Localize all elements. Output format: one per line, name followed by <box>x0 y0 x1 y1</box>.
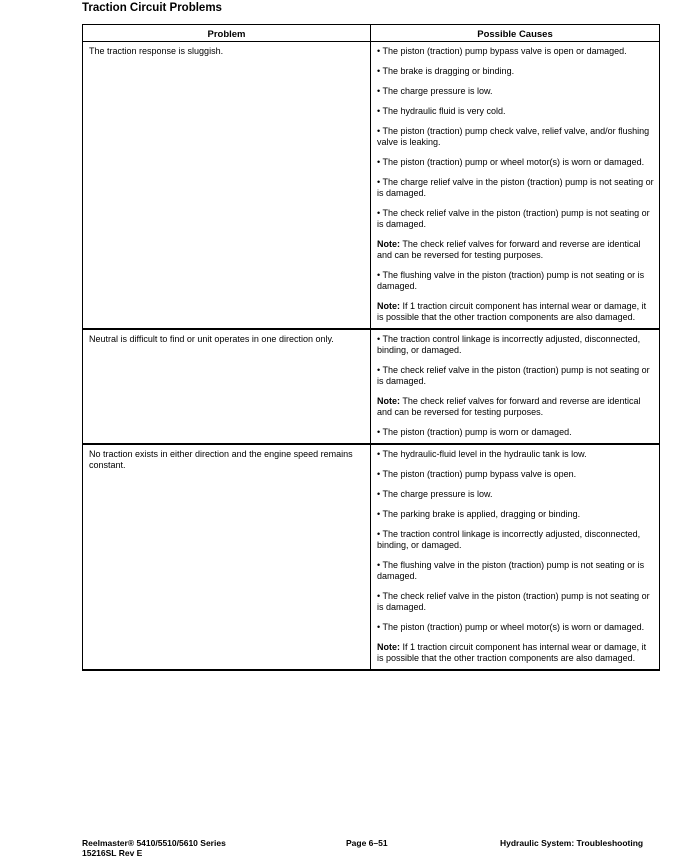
problem-cell: No traction exists in either direction and the engine speed remains constant. <box>83 444 371 670</box>
note-label: Note: <box>377 396 400 406</box>
note-item <box>377 239 655 261</box>
footer-page-number: Page 6–51 <box>346 838 388 848</box>
note-label: Note: <box>377 642 400 652</box>
table-header-row <box>83 25 660 42</box>
cause-item: • The parking brake is applied, dragging or binding. <box>377 509 581 519</box>
table-row <box>83 329 660 444</box>
causes-cell <box>371 329 660 444</box>
table-body <box>83 42 660 671</box>
cause-item: • The piston (traction) pump check valve, relief valve, and/or flushing valve is leaking. <box>377 126 650 147</box>
footer-series: Reelmaster® 5410/5510/5610 Series <box>82 838 226 848</box>
cause-item: • The check relief valve in the piston (traction) pump is not seating or is damaged. <box>377 365 650 386</box>
note-item <box>377 642 655 664</box>
cause-item: • The charge pressure is low. <box>377 86 493 96</box>
note-item <box>377 301 655 323</box>
cause-item: • The piston (traction) pump or wheel motor(s) is worn or damaged. <box>377 157 645 167</box>
note-item <box>377 396 655 418</box>
footer-section: Hydraulic System: Troubleshooting <box>500 838 644 848</box>
cause-item: • The check relief valve in the piston (traction) pump is not seating or is damaged. <box>377 591 650 612</box>
note-text: The check relief valves for forward and reverse are identical and can be reversed for testing purposes. <box>377 396 641 417</box>
table-row <box>83 42 660 330</box>
problem-cell: Neutral is difficult to find or unit operates in one direction only. <box>83 329 371 444</box>
cause-item: • The check relief valve in the piston (traction) pump is not seating or is damaged. <box>377 208 650 229</box>
cause-item: • The piston (traction) pump bypass valve is open. <box>377 469 577 479</box>
causes-cell <box>371 42 660 330</box>
note-label: Note: <box>377 239 400 249</box>
cause-item: • The flushing valve in the piston (traction) pump is not seating or is damaged. <box>377 560 645 581</box>
cause-item: • The hydraulic fluid is very cold. <box>377 106 506 116</box>
traction-problems-table <box>82 24 660 671</box>
cause-item: • The piston (traction) pump bypass valve is open or damaged. <box>377 46 627 56</box>
cause-item: • The traction control linkage is incorrectly adjusted, disconnected, binding, or damaged. <box>377 334 641 355</box>
cause-item: • The hydraulic-fluid level in the hydraulic tank is low. <box>377 449 587 459</box>
cause-item: • The charge pressure is low. <box>377 489 493 499</box>
causes-column-header: Possible Causes <box>371 25 660 42</box>
note-text: If 1 traction circuit component has internal wear or damage, it is possible that the other traction components are also damaged. <box>377 642 647 663</box>
cause-item: • The traction control linkage is incorrectly adjusted, disconnected, binding, or damaged. <box>377 529 641 550</box>
note-label: Note: <box>377 301 400 311</box>
cause-item: • The piston (traction) pump is worn or damaged. <box>377 427 572 437</box>
cause-item: • The piston (traction) pump or wheel motor(s) is worn or damaged. <box>377 622 645 632</box>
problem-cell: The traction response is sluggish. <box>83 42 371 330</box>
footer-doc-number: 15216SL Rev E <box>82 848 143 858</box>
note-text: The check relief valves for forward and reverse are identical and can be reversed for testing purposes. <box>377 239 641 260</box>
cause-item: • The flushing valve in the piston (traction) pump is not seating or is damaged. <box>377 270 645 291</box>
section-title: Traction Circuit Problems <box>82 2 222 14</box>
causes-cell <box>371 444 660 670</box>
note-text: If 1 traction circuit component has internal wear or damage, it is possible that the other traction components are also damaged. <box>377 301 647 322</box>
problem-column-header: Problem <box>83 25 371 42</box>
table-row <box>83 444 660 670</box>
cause-item: • The charge relief valve in the piston (traction) pump is not seating or is damaged. <box>377 177 654 198</box>
cause-item: • The brake is dragging or binding. <box>377 66 515 76</box>
